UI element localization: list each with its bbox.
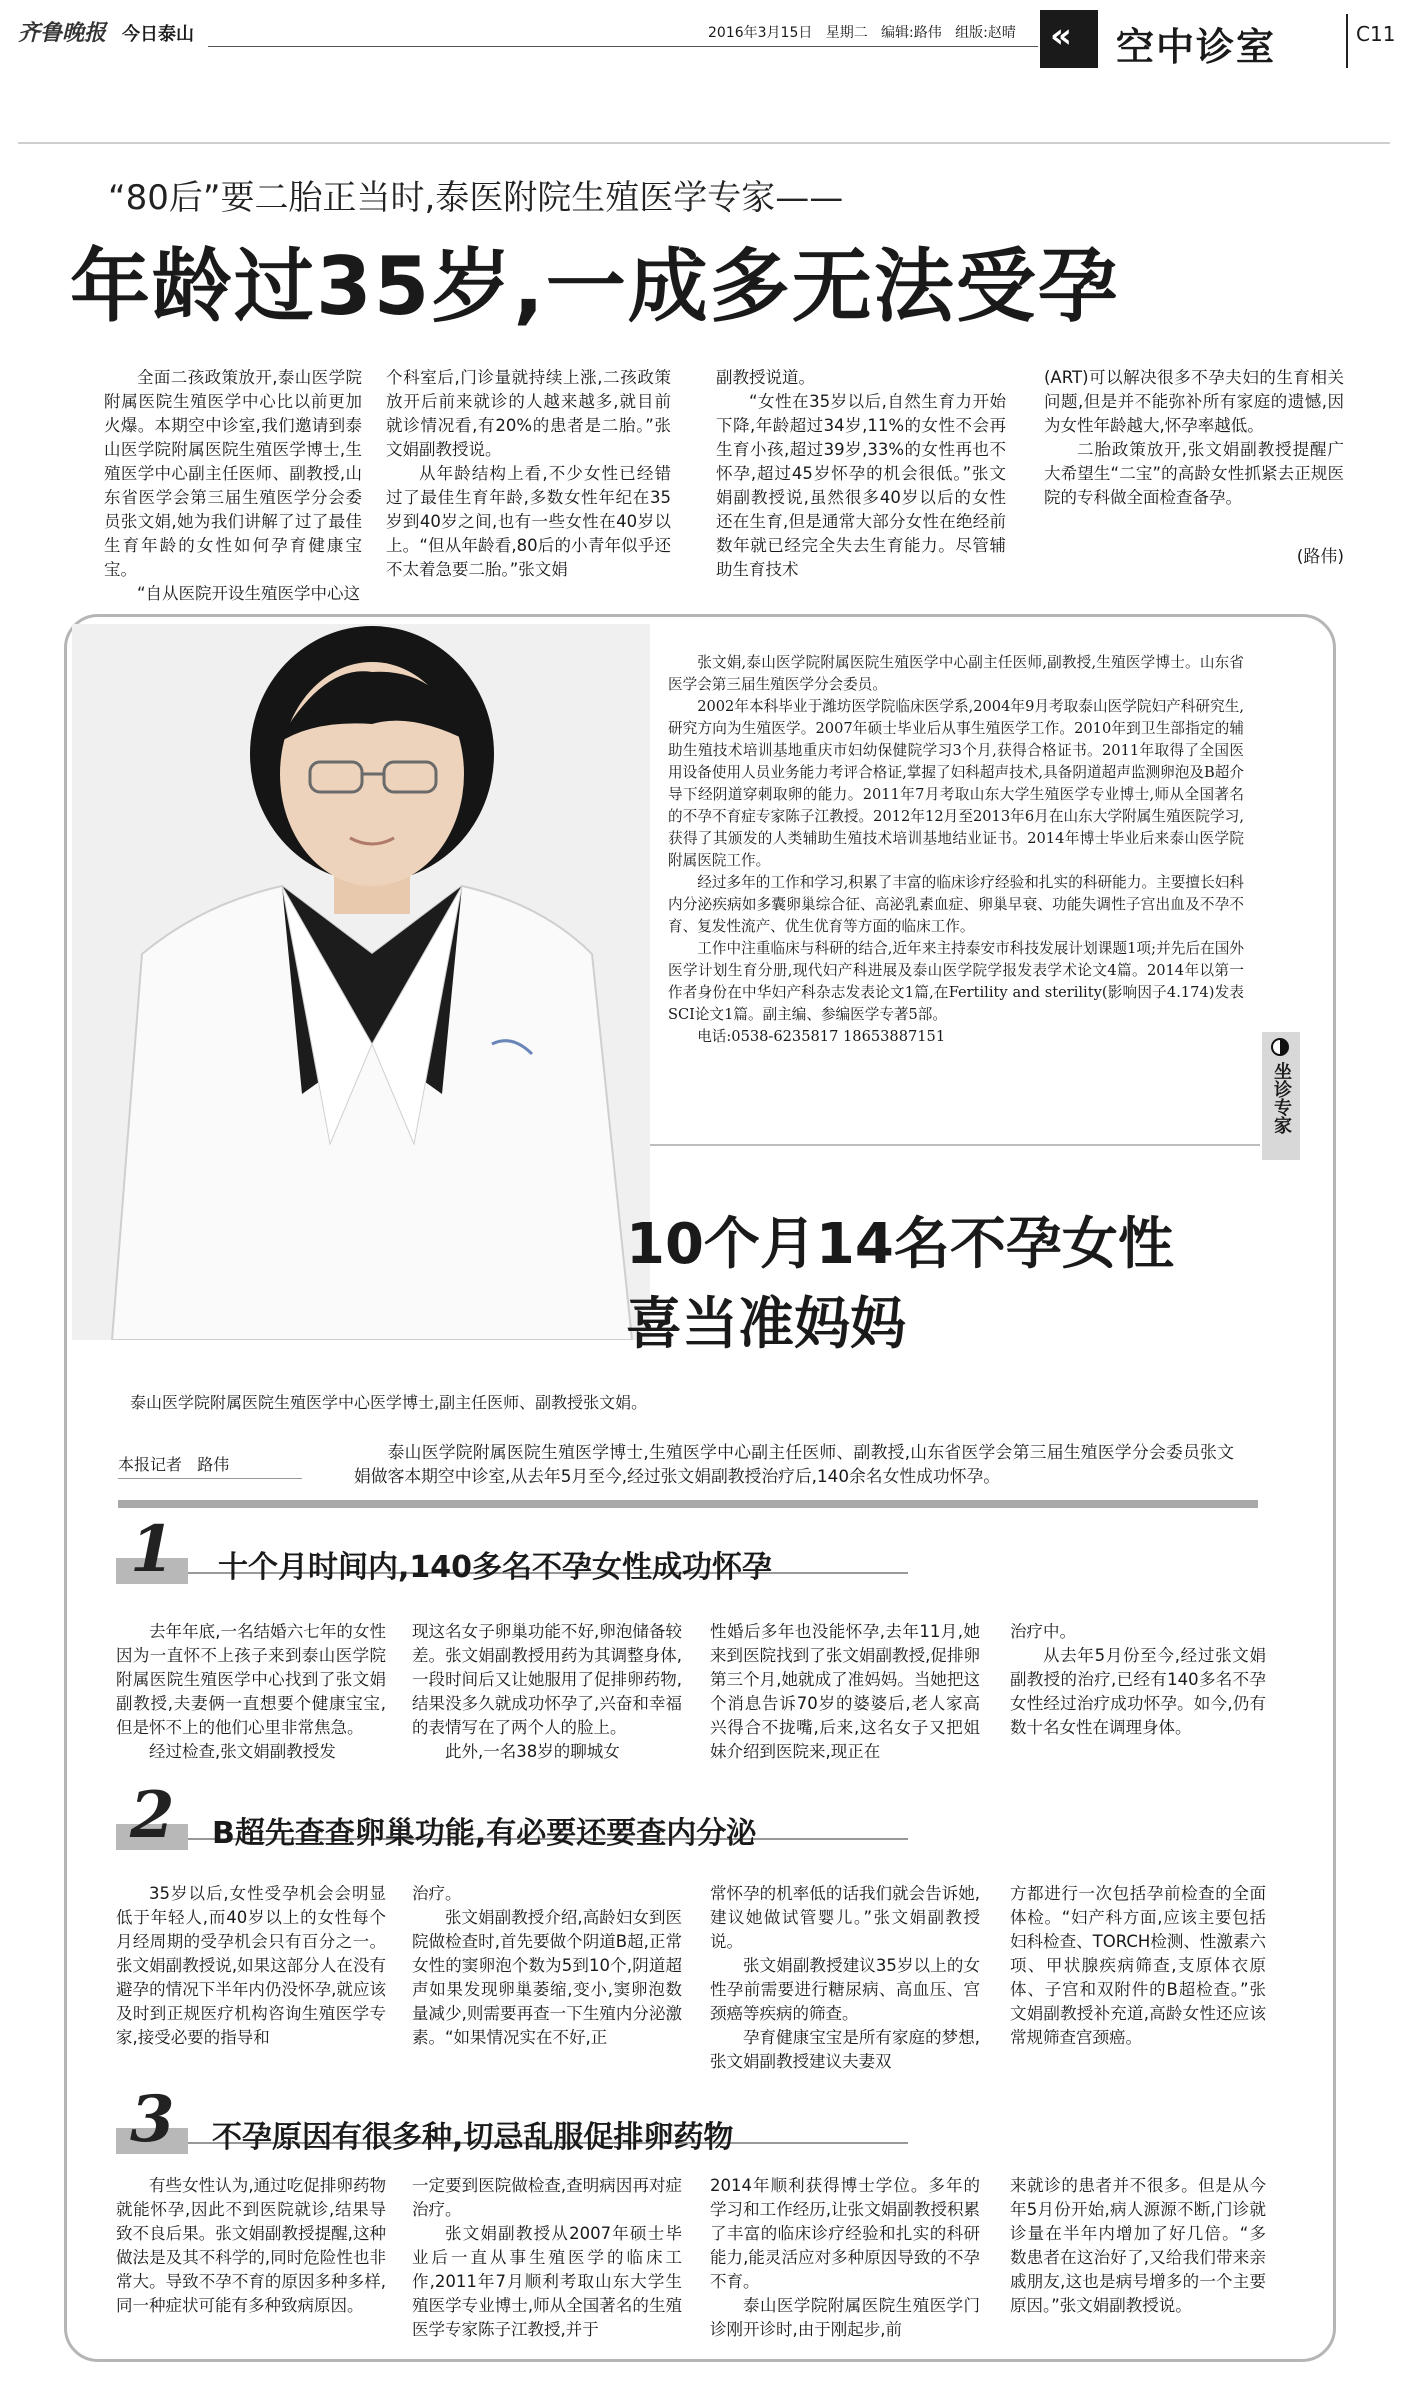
- top-byline: (路伟): [1296, 547, 1344, 567]
- feature-headline-1: 10个月14名不孕女性: [626, 1212, 1174, 1277]
- section-2: [116, 1778, 1266, 2076]
- expert-phone: 电话:0538-6235817 18653887151: [697, 1028, 946, 1045]
- section-2-title: B超先查查卵巢功能,有必要还要查内分泌: [212, 1816, 757, 1851]
- top-rule: [18, 142, 1390, 144]
- reporter-rule: [118, 1478, 302, 1479]
- section-2-col-4: 方都进行一次包括孕前检查的全面体检。“妇产科方面,应该主要包括妇科检查、TORCH检测、性激素六项、甲状腺疾病筛查,支原体衣原体、子宫和双附件的B超检查。”张文娟副教授补充道,高龄女性还应该常规筛查宫颈癌。: [1010, 1884, 1266, 2047]
- top-col-3: 副教授说道。 “女性在35岁以后,自然生育力开始下降,年龄超过34岁,11%的女性不会再生育小孩,超过39岁,33%的女性再也不怀孕,超过45岁怀孕的机会很低。”张文娟副教授说,虽然很多40岁以后的女性还在生育,但是通常大部分女性在绝经前数年就已经完全失去生育能力。尽管辅助生育技术: [716, 368, 1006, 579]
- lead-rule: [118, 1500, 1258, 1508]
- edition-name: 今日泰山: [122, 24, 194, 45]
- section-1-col-1: 去年年底,一名结婚六七年的女性因为一直怀不上孩子来到泰山医学院附属医院生殖医学中心找到了张文娟副教授,夫妻俩一直想要个健康宝宝,但是怀不上的他们心里非常焦急。 经过检查,张文娟副教授发: [116, 1622, 386, 1761]
- section-2-col-2: 治疗。 张文娟副教授介绍,高龄妇女到医院做检查时,首先要做个阴道B超,正常女性的窦卵泡个数为5到10个,阴道超声如果发现卵巢萎缩,变小,窦卵泡数量减少,则需要再查一下生殖内分泌激素。“如果情况实在不好,正: [412, 1884, 682, 2047]
- headline: 年龄过35岁,一成多无法受孕: [70, 240, 1120, 333]
- section-2-number: 2: [130, 1778, 175, 1853]
- kicker: “80后”要二胎正当时,泰医附院生殖医学专家——: [108, 178, 844, 218]
- section-2-col-1: 35岁以后,女性受孕机会会明显低于年轻人,而40岁以上的女性每个月经周期的受孕机会只有百分之一。张文娟副教授说,如果这部分人在没有避孕的情况下半年内仍没怀孕,就应该及时到正规医疗机构咨询生殖医学专家,接受必要的指导和: [116, 1884, 386, 2047]
- expert-tag: [1262, 1032, 1300, 1160]
- section-1-title: 十个月时间内,140多名不孕女性成功怀孕: [218, 1550, 773, 1585]
- top-col-4: (ART)可以解决很多不孕夫妇的生育相关问题,但是并不能弥补所有家庭的遗憾,因为女性年龄越大,怀孕率越低。 二胎政策放开,张文娟副教授提醒广大希望生“二宝”的高龄女性抓紧去正规医院的专科做全面检查备孕。: [1044, 368, 1344, 507]
- masthead: [18, 10, 1396, 70]
- section-3-col-1: 有些女性认为,通过吃促排卵药物就能怀孕,因此不到医院就诊,结果导致不良后果。张文娟副教授提醒,这种做法是及其不科学的,同时危险性也非常大。导致不孕不育的原因多种多样,同一种症状可能有多种致病原因。: [116, 2176, 386, 2315]
- section-1-number: 1: [130, 1512, 175, 1587]
- paper-logo: 齐鲁晚报: [18, 20, 107, 46]
- header-rule: [208, 46, 1038, 47]
- page-number: C11: [1356, 22, 1396, 46]
- section-3-number: 3: [130, 2082, 175, 2157]
- section-1-col-2: 现这名女子卵巢功能不好,卵泡储备较差。张文娟副教授用药为其调整身体,一段时间后又让她服用了促排卵药物,结果没多久就成功怀孕了,兴奋和幸福的表情写在了两个人的脸上。 此外,一名38岁的聊城女: [412, 1622, 682, 1761]
- top-col-1: 全面二孩政策放开,泰山医学院附属医院生殖医学中心比以前更加火爆。本期空中诊室,我们邀请到泰山医学院附属医院生殖医学博士,生殖医学中心副主任医师、副教授,山东省医学会第三届生殖医学分会委员张文娟,她为我们讲解了过了最佳生育年龄的女性如何孕育健康宝宝。 “自从医院开设生殖医学中心这: [104, 368, 362, 603]
- chevron-left-icon: «: [1050, 16, 1072, 56]
- expert-photo: [72, 624, 650, 1340]
- photo-caption: 泰山医学院附属医院生殖医学中心医学博士,副主任医师、副教授张文娟。: [130, 1393, 648, 1412]
- expert-bio: 张文娟,泰山医学院附属医院生殖医学中心副主任医师,副教授,生殖医学博士。山东省医学会第三届生殖医学分会委员。 2002年本科毕业于潍坊医学院临床医学系,2004年9月考取泰山医学院妇产科研究生,研究方向为生殖医学。2007年硕士毕业后从事生殖医学工作。2010年到卫生部指定的辅助生殖技术培训基地重庆市妇幼保健院学习3个月,获得合格证书。2011年取得了全国医用设备使用人员业务能力考评合格证,掌握了妇科超声技术,具备阴道超声监测卵泡及B超介导下经阴道穿刺取卵的能力。2011年7月考取山东大学生殖医学专业博士,师从全国著名的不孕不育症专家陈子江教授。2012年12月至2013年6月在山东大学附属生殖医院学习,获得了其颁发的人类辅助生殖技术培训基地结业证书。2014年博士毕业后来泰山医学院附属医院工作。 经过多年的工作和学习,积累了丰富的临床诊疗经验和扎实的科研能力。主要擅长妇科内分泌疾病如多囊卵巢综合征、高泌乳素血症、卵巢早衰、功能失调性子宫出血及不孕不育、复发性流产、优生优育等方面的临床工作。 工作中注重临床与科研的结合,近年来主持泰安市科技发展计划课题1项;并先后在国外医学计划生育分册,现代妇产科进展及泰山医学院学报发表学术论文4篇。2014年以第一作者身份在中华妇产科杂志发表论文1篇,在Fertility and sterility(影响因子4.174)发表SCI论文1篇。副主编、参编医学专著5部。 电话:0538-6235817 18653887151: [668, 652, 1244, 1048]
- section-3-col-4: 来就诊的患者并不很多。但是从今年5月份开始,病人源源不断,门诊就诊量在半年内增加了好几倍。“多数患者在这治好了,又给我们带来亲戚朋友,这也是病号增多的一个主要原因。”张文娟副教授说。: [1010, 2176, 1266, 2315]
- reporter-byline: 本报记者 路伟: [118, 1455, 230, 1474]
- section-1-col-3: 性婚后多年也没能怀孕,去年11月,她来到医院找到了张文娟副教授,促排卵第三个月,她就成了准妈妈。当她把这个消息告诉70岁的婆婆后,老人家高兴得合不拢嘴,后来,这名女子又把姐妹介绍到医院来,现正在: [710, 1622, 980, 1761]
- top-col-2: 个科室后,门诊量就持续上涨,二孩政策放开后前来就诊的人越来越多,就目前就诊情况看,有20%的患者是二胎。”张文娟副教授说。 从年龄结构上看,不少女性已经错过了最佳生育年龄,多数女性年纪在35岁到40岁之间,也有一些女性在40岁以上。“但从年龄看,80后的小青年似乎还不太着急要二胎。”张文娟: [386, 368, 671, 579]
- section-3-col-3: 2014年顺利获得博士学位。多年的学习和工作经历,让张文娟副教授积累了丰富的临床诊疗经验和扎实的科研能力,能灵活应对多种原因导致的不孕不育。 泰山医学院附属医院生殖医学门诊刚开诊时,由于刚起步,前: [710, 2176, 980, 2339]
- feature-rule: [650, 1144, 1260, 1146]
- top-article-body: [104, 366, 1344, 603]
- section-1: [116, 1512, 1266, 1770]
- section-2-col-3: 常怀孕的机率低的话我们就会告诉她,建议她做试管婴儿。”张文娟副教授说。 张文娟副教授建议35岁以上的女性孕前需要进行糖尿病、高血压、宫颈癌等疾病的筛查。 孕育健康宝宝是所有家庭的梦想,张文娟副教授建议夫妻双: [710, 1884, 980, 2071]
- issue-info: 2016年3月15日 星期二 编辑:路伟 组版:赵晴: [708, 25, 1016, 41]
- header-divider: [1346, 14, 1348, 68]
- section-3: [116, 2082, 1266, 2360]
- section-title: 空中诊室: [1116, 25, 1277, 69]
- section-1-col-4: 治疗中。 从去年5月份至今,经过张文娟副教授的治疗,已经有140多名不孕女性经过治疗成功怀孕。如今,仍有数十名女性在调理身体。: [1010, 1622, 1266, 1737]
- portrait-illustration: [72, 624, 650, 1340]
- section-3-col-2: 一定要到医院做检查,查明病因再对症治疗。 张文娟副教授从2007年硕士毕业后一直从事生殖医学的临床工作,2011年7月顺利考取山东大学生殖医学专业博士,师从全国著名的生殖医学专家陈子江教授,并于: [412, 2176, 682, 2339]
- feature-headline-2: 喜当准妈妈: [626, 1292, 906, 1357]
- section-3-title: 不孕原因有很多种,切忌乱服促排卵药物: [212, 2120, 734, 2155]
- feature-lead: 泰山医学院附属医院生殖医学博士,生殖医学中心副主任医师、副教授,山东省医学会第三届生殖医学分会委员张文娟做客本期空中诊室,从去年5月至今,经过张文娟副教授治疗后,140余名女性成功怀孕。: [354, 1442, 1234, 1486]
- section-badge: [1040, 10, 1098, 68]
- expert-tag-label: 坐诊专家: [1271, 1062, 1292, 1134]
- half-circle-icon: [1271, 1038, 1289, 1056]
